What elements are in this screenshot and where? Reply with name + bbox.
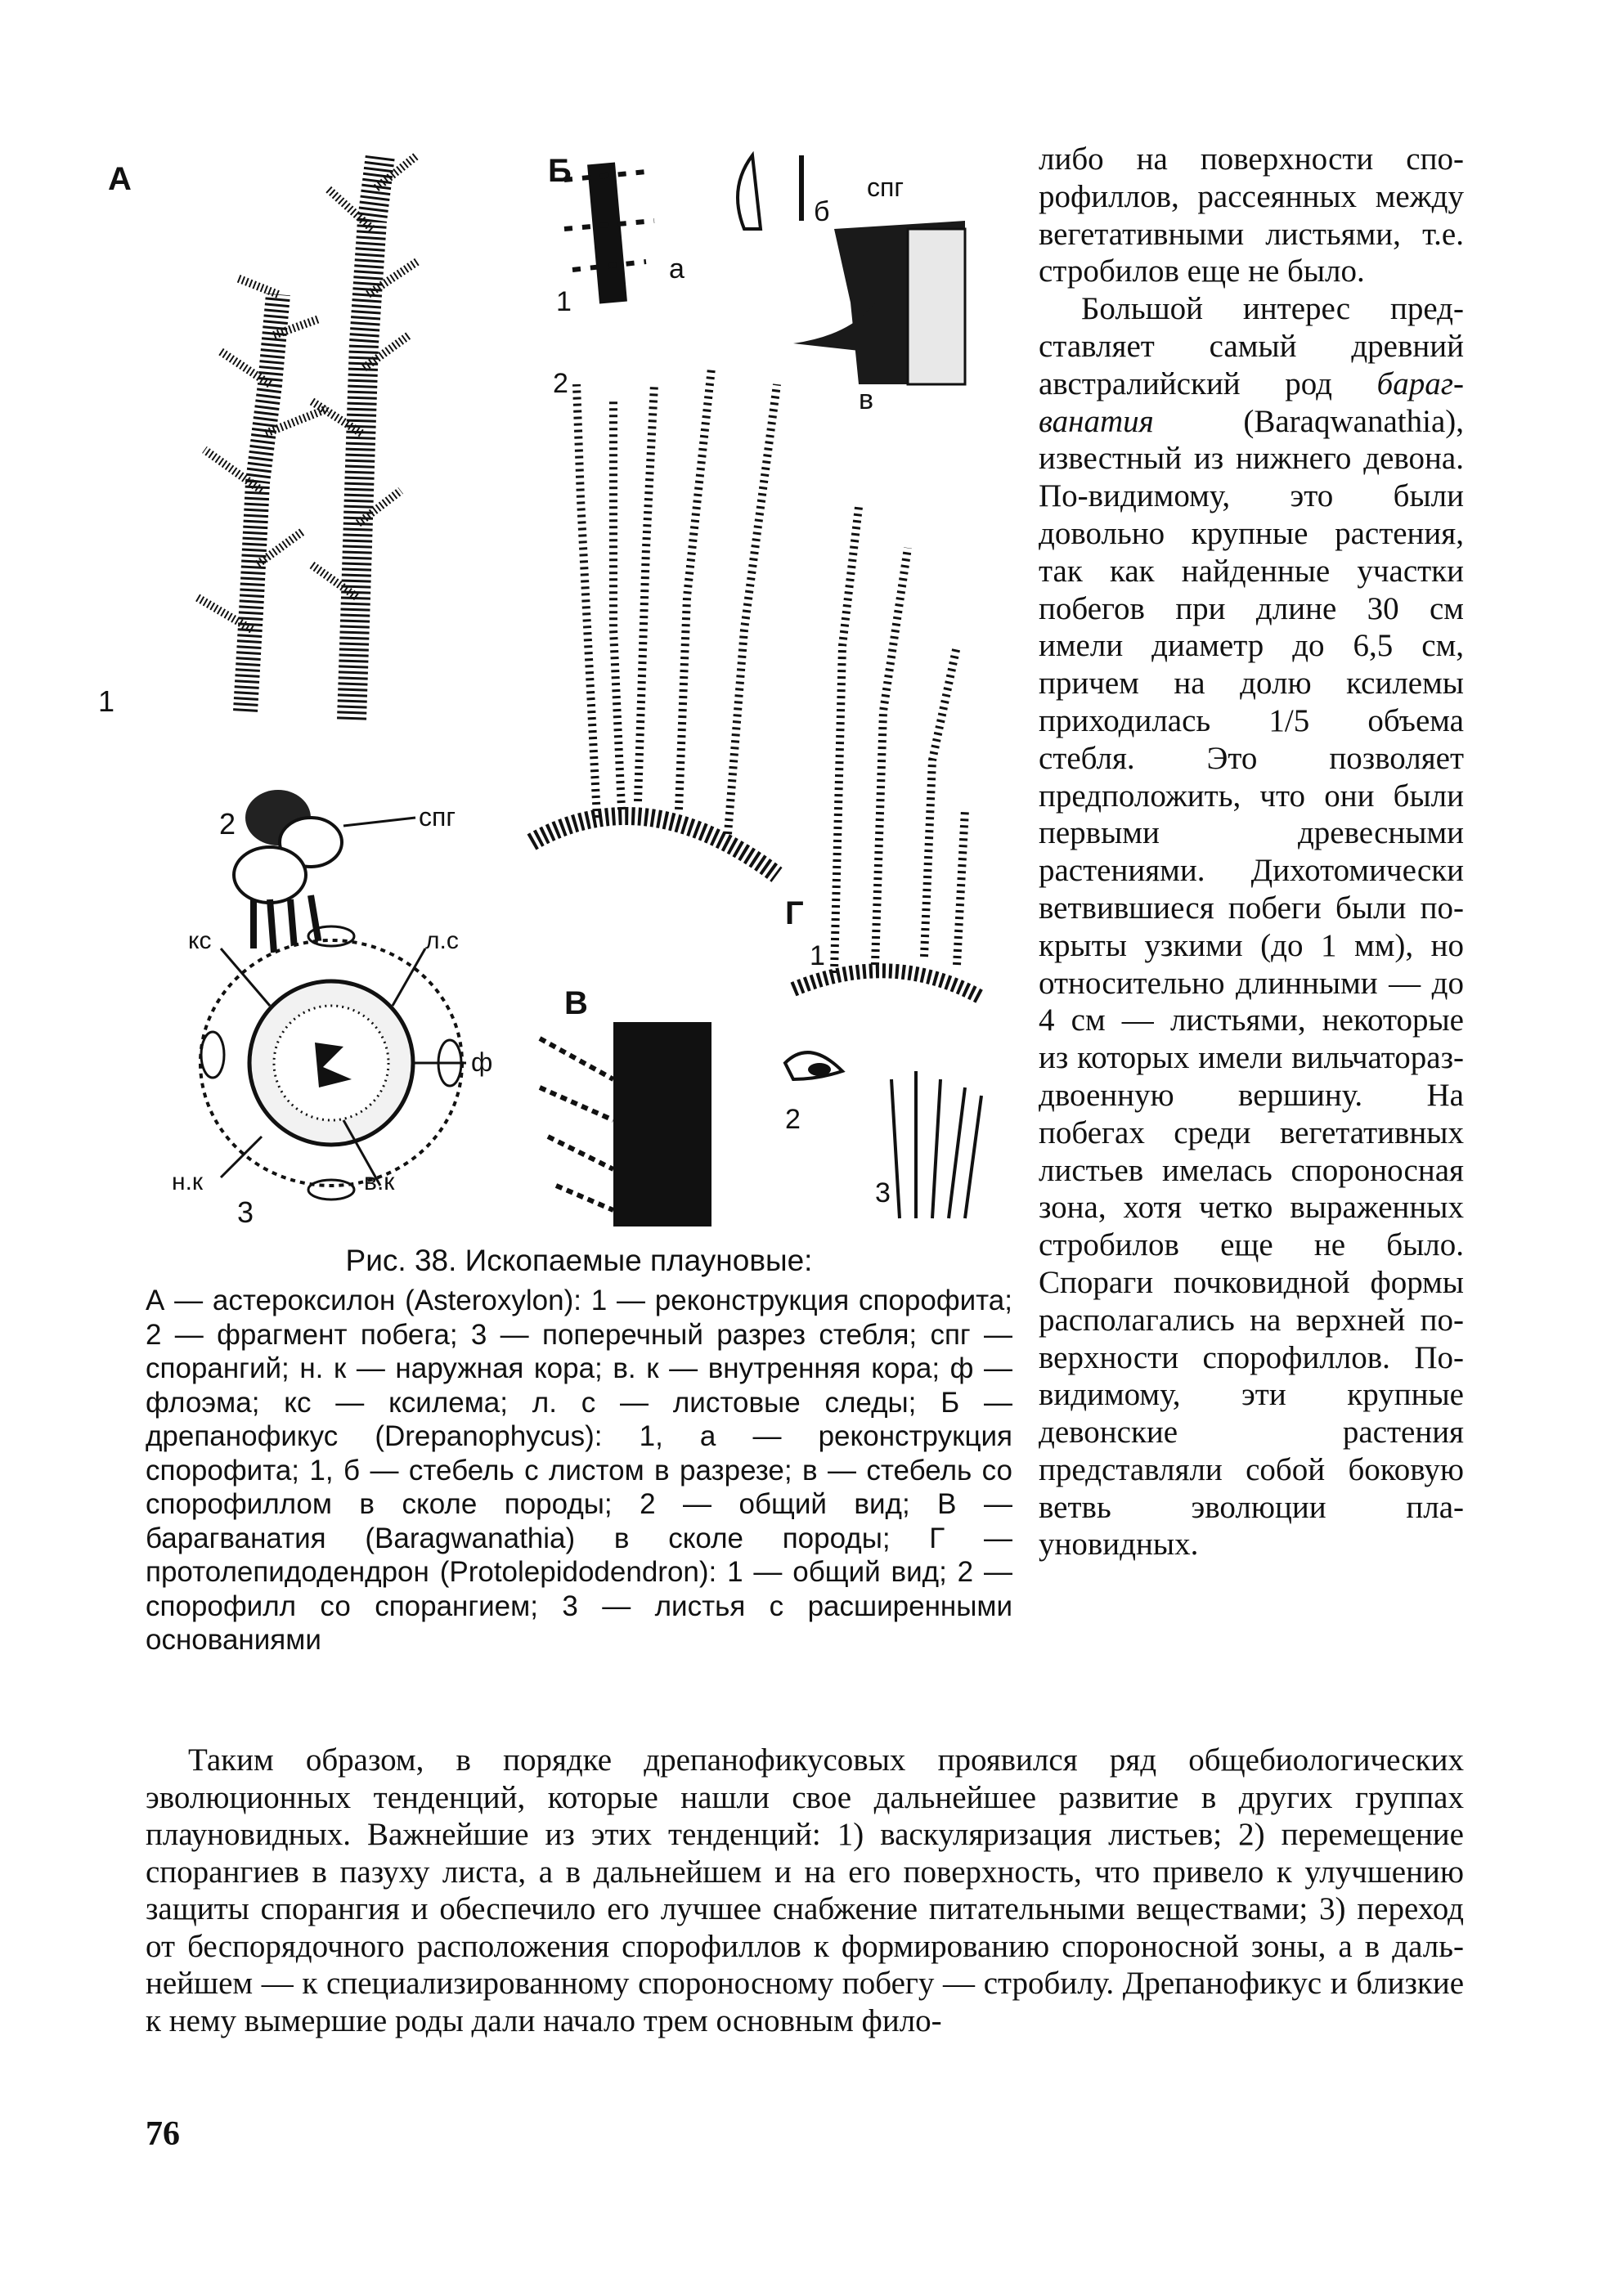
label-G: Г [785, 895, 804, 931]
label-G3: 3 [875, 1177, 891, 1209]
label-A3-f: ф [471, 1047, 493, 1077]
asteroxylon-sporophyte-drawing [196, 155, 417, 720]
label-B-v: в [859, 384, 874, 415]
genus-name-italic: барагванатия [1039, 365, 1464, 439]
protolepidodendron-leaves-drawing [891, 1071, 981, 1218]
column-paragraph-2-start: Большой интерес представляет самый древний австралийский род [1039, 291, 1464, 401]
caption-title: Рис. 38. Ископаемые плауновые: [345, 1244, 813, 1277]
label-B2: 2 [553, 368, 568, 399]
column-paragraph-2-rest: (Baraqwanathia), известный из нижнего девона. По-видимому, это были довольно крупные растения, так как найденные участки побегов при длине 30 см имели диаметр до 6,5 см, причем на долю ксилемы приходилась 1/5 объема стебля. Это позволяет предположить, что они были первыми древесными растениями. Дихотомически ветвившиеся побеги были покрыты узкими (до 1 мм), но относительно длинными — до 4 см — листьями, некоторые из которых имели вильчатораздвоенную вершину. На побегах среди вегетативных листьев имелась спороносная зона, хотя четко выраженных стробилов еще не было. Спораги почковидной формы располагались на верхней поверхности спорофиллов. По-видимому, эти крупные девонские растения представляли собой боковую ветвь эволюции плауновидных. [1039, 403, 1464, 1563]
label-A2: 2 [219, 807, 236, 841]
label-A: А [108, 161, 132, 197]
right-column-text [1039, 141, 1464, 1563]
asteroxylon-cross-section-drawing [200, 926, 466, 1200]
label-B1: 1 [556, 286, 572, 317]
figure-caption [146, 1243, 1012, 1657]
full-width-paragraph: Таким образом, в порядке дрепанофикусовых проявился ряд общебиологических эволюционных тенденций, которые нашли свое дальнейшее развитие в других группах плауновидных. Важнейшие из этих тенденций: 1) васкуляризация листьев; 2) перемещение спорангиев в пазуху листа, а в дальнейшем и на его поверхность, что привело к улучшению защиты спорангия и обеспечило его лучшее снабжение питательными веществами; 3) переход от беспорядочного расположения спорофиллов к формированию спороносной зоны, а в дальнейшем — к специализированному спороносному побегу — стробилу. Дрепанофикус и близкие к нему вымершие роды дали начало трем основным фило- [146, 1742, 1464, 2038]
protolepidodendron-general-view-drawing [793, 507, 981, 998]
label-A3: 3 [237, 1195, 254, 1229]
label-V: В [564, 985, 588, 1021]
drepanophycus-stem-drawing [564, 155, 965, 384]
figure-38 [98, 139, 1014, 1235]
label-A3-ls: л.с [425, 927, 459, 954]
label-A3-nk: н.к [172, 1168, 204, 1195]
label-A1: 1 [98, 684, 115, 718]
caption-body: А — астероксилон (Asteroxylon): 1 — реконструкция спорофита; 2 — фрагмент побега; 3 — поперечный разрез стебля; спг — спорангий; н. к — наружная кора; в. к — внутренняя кора; ф — флоэма; кс — ксилема; л. с — листовые следы; Б — дрепанофикус (Drepanophycus): 1, а — реконструкция спорофита; 1, б — стебель с листом в разрезе; в — стебель со спорофиллом в сколе породы; 2 — общий вид; В — барагванатия (Baragwanathia) в сколе породы; Г — протолепидодендрон (Protolepidodendron): 1 — общий вид; 2 — спорофилл со спорангием; 3 — листья с расширенными основаниями [146, 1285, 1012, 1656]
label-B-spg: спг [867, 173, 904, 202]
baragwanathia-rock-drawing [540, 1022, 711, 1226]
figure-38-drawing [98, 139, 1014, 1235]
column-paragraph-2 [1039, 290, 1464, 1563]
label-G1: 1 [810, 940, 825, 971]
drepanophycus-general-view-drawing [532, 368, 777, 875]
protolepidodendron-sporophyll-drawing [785, 1052, 842, 1079]
label-B: Б [548, 153, 572, 189]
label-B-b: б [814, 196, 830, 227]
page-number: 76 [146, 2115, 180, 2153]
label-A3-ks: кс [188, 927, 212, 954]
label-B-a: а [669, 253, 685, 285]
label-A3-vk: в.к [364, 1168, 395, 1195]
label-G2: 2 [785, 1104, 801, 1135]
column-paragraph-1: либо на поверхности спорофиллов, рассеянных между вегетативными листьями, т.е. стробилов еще не было. [1039, 141, 1464, 289]
asteroxylon-shoot-fragment-drawing [234, 790, 415, 953]
label-A2-spg: спг [419, 802, 456, 832]
